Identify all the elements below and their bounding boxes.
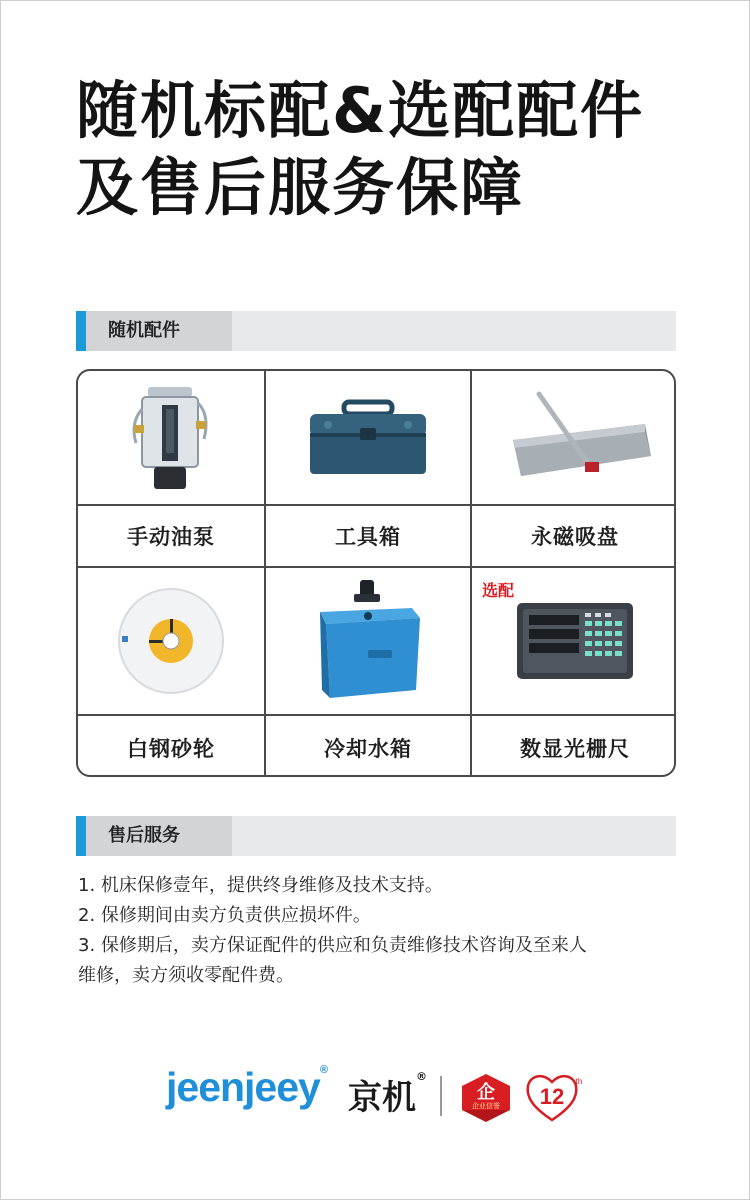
accessory-label: 数显光栅尺 <box>520 736 630 761</box>
accessory-label: 白钢砂轮 <box>127 736 215 761</box>
accessory-label-cell <box>78 506 266 568</box>
accessory-image-cell <box>266 568 472 716</box>
service-item: 1. 机床保修壹年，提供终身维修及技术支持。 <box>78 875 443 896</box>
service-list <box>78 871 678 991</box>
accessory-image-cell <box>472 568 676 716</box>
title-line-2: 及售后服务保障 <box>76 151 525 224</box>
badge-small-text: 企业信誉 <box>472 1102 500 1110</box>
brand-name-cn: 京机 <box>348 1078 416 1118</box>
section-label-accessories: 随机配件 <box>76 311 232 351</box>
accessory-label: 永磁吸盘 <box>531 525 619 549</box>
anniversary-suffix: th <box>575 1077 583 1086</box>
title-line-1: 随机标配&选配配件 <box>76 74 645 147</box>
credit-badge-icon <box>458 1072 514 1124</box>
service-item: 3. 保修期后，卖方保证配件的供应和负责维修技术咨询及至来人 <box>78 935 587 956</box>
accessories-grid <box>76 369 676 777</box>
page-title <box>76 72 644 226</box>
accessory-image-cell <box>78 371 266 506</box>
accessory-label-cell <box>472 506 676 568</box>
service-item: 维修，卖方须收零配件费。 <box>78 965 294 986</box>
accessory-label: 工具箱 <box>335 525 401 549</box>
permanent-magnetic-chuck-icon <box>495 390 655 486</box>
footer <box>0 1062 750 1132</box>
manual-oil-pump-icon <box>126 379 216 497</box>
section-header-service <box>76 816 676 856</box>
grinding-wheel-icon <box>116 586 226 696</box>
brand-name-en: jeenjeey <box>166 1064 320 1110</box>
accessory-image-cell <box>472 371 676 506</box>
digital-readout-icon <box>515 601 635 681</box>
accessory-label-cell <box>78 716 266 777</box>
optional-tag: 选配 <box>482 581 515 600</box>
brand-logo-cn <box>348 1070 427 1119</box>
anniversary-number: 12 <box>539 1084 565 1109</box>
accessory-label: 冷却水箱 <box>324 736 412 761</box>
accessory-image-cell <box>266 371 472 506</box>
anniversary-badge-icon <box>524 1070 586 1124</box>
registered-mark: ® <box>416 1070 427 1083</box>
coolant-tank-icon <box>310 578 426 704</box>
section-header-accessories <box>76 311 676 351</box>
service-item: 2. 保修期间由卖方负责供应损坏件。 <box>78 905 371 926</box>
accessory-image-cell <box>78 568 266 716</box>
badge-main-text: 企 <box>477 1082 495 1103</box>
accessory-label: 手动油泵 <box>127 525 215 549</box>
accessory-label-cell <box>266 506 472 568</box>
toolbox-icon <box>306 398 430 478</box>
registered-mark: ® <box>319 1064 327 1076</box>
accessory-label-cell <box>472 716 676 777</box>
footer-divider <box>440 1076 442 1116</box>
section-label-service: 售后服务 <box>76 816 232 856</box>
brand-logo-en <box>166 1064 327 1111</box>
accessory-label-cell <box>266 716 472 777</box>
